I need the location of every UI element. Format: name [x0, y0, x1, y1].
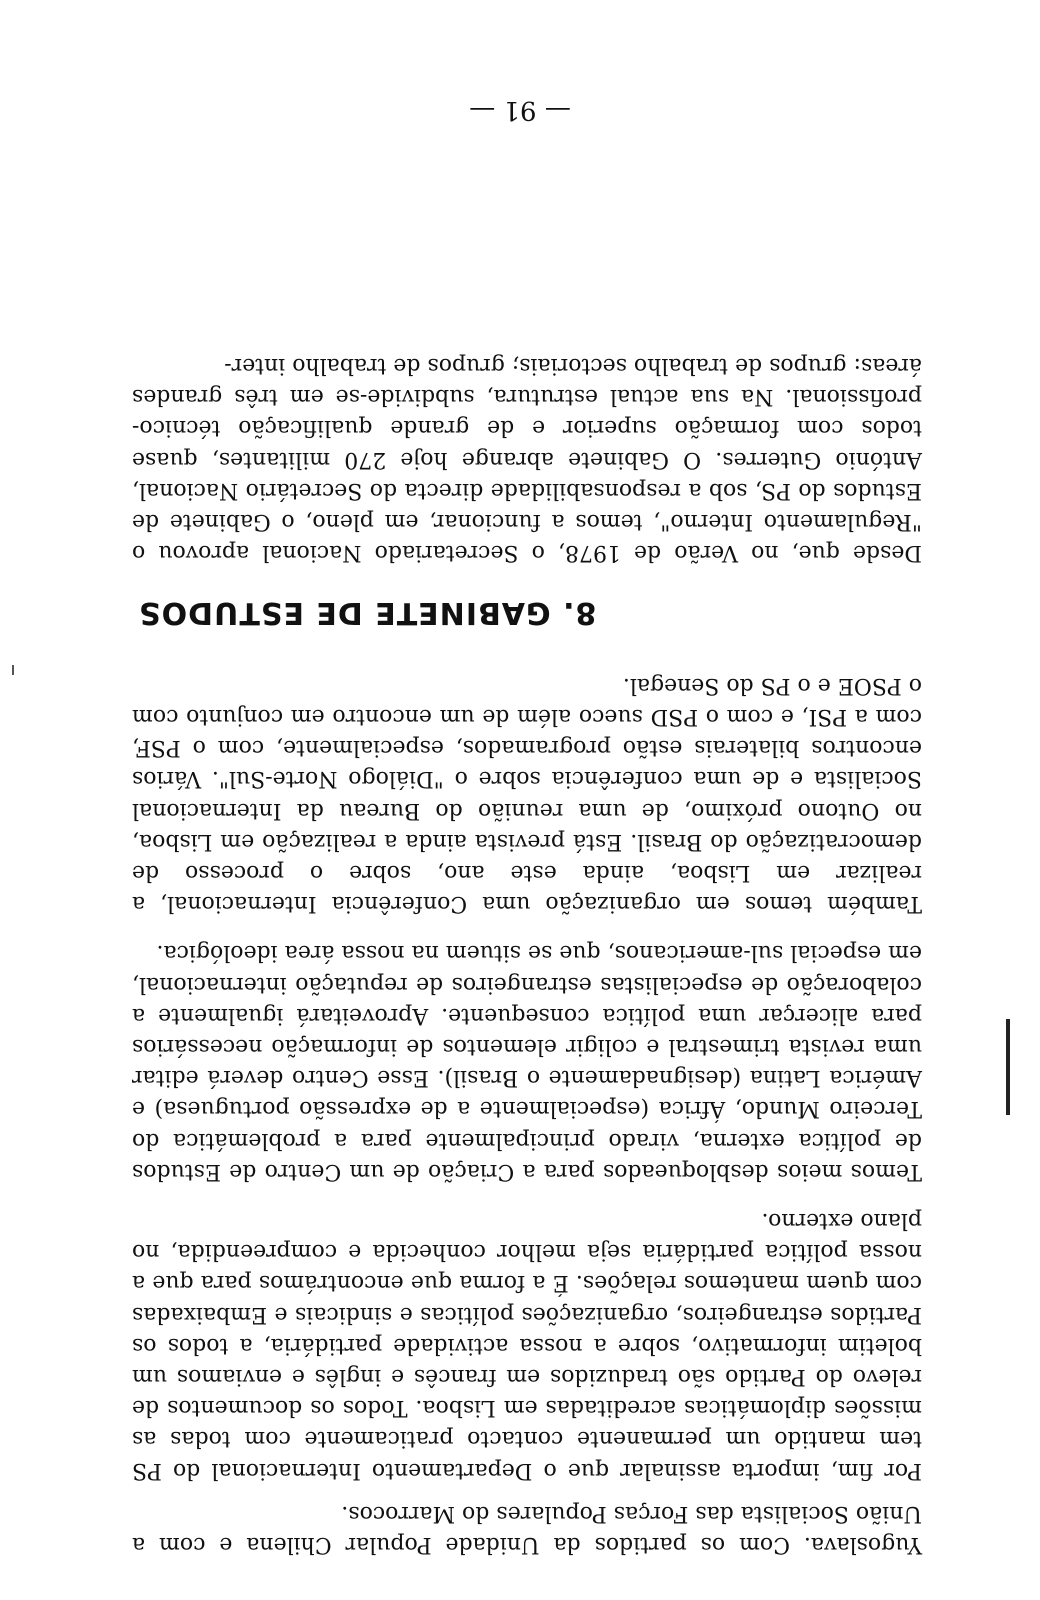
scan-artifact-bar [1006, 1019, 1010, 1115]
section-heading: 8. GABINETE DE ESTUDOS [138, 594, 597, 630]
body-text [132, 350, 922, 1560]
paragraph-4: Também temos em organização uma Conferência Internacional, a realizar em Lisboa, ainda este ano, sobre o processo de democratização do Brasil. Está prevista ainda a realização em Lisboa, no Outono próximo, de uma reunião do Bureau da Internacional Socialista e de uma conferência sobre o "Diálogo Norte-Sul". Vários encontros bilaterais estão programados, especialmente, com o PSF, com a PSI, e com o PSD sueco além de um encontro em conjunto com o PSOE e o PS do Senegal. [132, 672, 922, 917]
scan-artifact-dot [12, 665, 14, 675]
paragraph-2: Por fim, importa assinalar que o Departamento Internacional do PS tem mantido um permanente contacto praticamente com todas as missões diplomáticas acreditadas em Lisboa. Todos os documentos de relevo do Partido são traduzidos em francês e inglês e enviamos um boletim informativo, sobre a nossa actividade partidária, a todos os Partidos estrangeiros, organizações políticas e sindicais e Embaixadas com quem mantemos relações. É a forma que encontrámos para que a nossa política partidária seja melhor conhecida e compreendida, no plano externo. [132, 1207, 922, 1483]
page-number: — 91 — [469, 95, 571, 125]
paragraph-1: Yugoslava. Com os partidos da Unidade Popular Chilena e com a União Socialista das Forças Populares do Marrocos. [132, 1500, 922, 1557]
paragraph-5: Desde que, no Verão de 1978, o Secretariado Nacional aprovou o "Regulamento Interno", temos a funcionar, em pleno, o Gabinete de Estudos do PS, sob a responsabilidade directa do Secretário Nacional, António Guterres. O Gabinete abrange hoje 270 militantes, quase todos com formação superior e de grande qualificação técnico-profissional. Na sua actual estrutura, subdivide-se em três grandes áreas: grupos de trabalho sectoriais; grupos de trabalho inter- [132, 353, 922, 566]
paragraph-3: Temos meios desbloqueados para a Criação de um Centro de Estudos de política externa, virado principalmente para a problemática do Terceiro Mundo, África (especialmente a de expressão portuguesa) e América Latina (designadamente o Brasil). Esse Centro deverá editar uma revista trimestral e coligir elementos de informação necessários para alicerçar uma política consequente. Aproveitará igualmente a colaboração de especialistas estrangeiros de reputação internacional, em especial sul-americanos, que se situem na nossa área ideológica. [132, 940, 922, 1184]
